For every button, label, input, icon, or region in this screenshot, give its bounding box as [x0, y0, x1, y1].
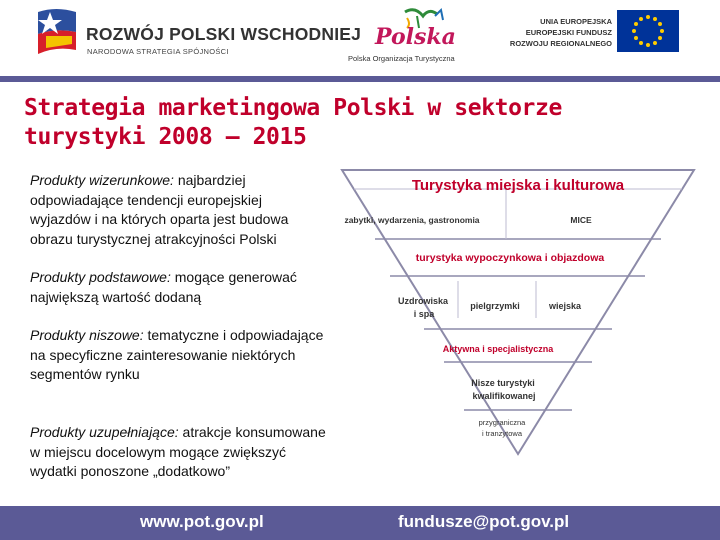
eu-flag-icon: [617, 10, 679, 52]
rozwoj-polski-wschodniej-logo: [30, 6, 362, 68]
pot-caption: Polska Organizacja Turystyczna: [348, 54, 455, 63]
product-description: Produkty uzupełniające: atrakcje konsumowane w miejscu docelowym mogące zwiększyć wydatki ponoszone „dodatkowo”: [30, 424, 326, 479]
pyramid-cell-rural: wiejska: [548, 301, 582, 311]
website-link[interactable]: www.pot.gov.pl: [140, 512, 264, 531]
pyramid-band3-title: Aktywna i specjalistyczna: [442, 344, 554, 354]
pyramid-top-title: Turystyka miejska i kulturowa: [411, 177, 625, 194]
product-description: Produkty podstawowe: mogące generować największą wartość dodaną: [30, 269, 297, 305]
pyramid-cell-pilgrimage: pielgrzymki: [470, 301, 520, 311]
email-link[interactable]: fundusze@pot.gov.pl: [398, 512, 570, 531]
pyramid-band2-title: turystyka wypoczynkowa i objazdowa: [415, 252, 605, 264]
slide-title: Strategia marketingowa Polski w sektorze turystyki 2008 – 2015: [24, 95, 562, 150]
eu-logo: [490, 6, 710, 68]
pyramid-band4-line2: kwalifikowanej: [472, 391, 536, 401]
footer-bar: [0, 506, 720, 540]
pyramid-outline: [342, 170, 694, 454]
pyramid-band4-line1: Nisze turystyki: [471, 378, 535, 388]
pyramid-top-right: MICE: [570, 215, 592, 225]
rps-subtitle: NARODOWA STRATEGIA SPÓJNOŚCI: [87, 47, 229, 56]
pyramid-cell-spa-line1: Uzdrowiska: [397, 296, 449, 306]
rps-title: ROZWÓJ POLSKI WSCHODNIEJ: [86, 24, 362, 44]
product-description: Produkty niszowe: tematyczne i odpowiadające na specyficzne zainteresowanie niektórych segmentów rynku: [30, 327, 324, 382]
pyramid-top-left: zabytki, wydarzenia, gastronomia: [344, 215, 480, 225]
pyramid-band5-line2: i tranzytowa: [481, 429, 523, 438]
pyramid-band5-line1: przygraniczna: [478, 418, 526, 427]
header: [0, 0, 720, 76]
product-pyramid: [340, 166, 700, 456]
header-separator: [0, 76, 720, 82]
pot-logo-text: Polska: [375, 24, 456, 50]
eu-text: UNIA EUROPEJSKA EUROPEJSKI FUNDUSZ ROZWOJU REGIONALNEGO: [509, 17, 612, 48]
pyramid-cell-spa-line2: i spa: [413, 309, 435, 319]
pot-logo: [345, 6, 475, 68]
poland-flag-star-icon: [36, 6, 80, 64]
product-description: Produkty wizerunkowe: najbardziej odpowiadające tendencji europejskiej wyjazdów i na których oparta jest budowa obrazu turystycznej atrakcyjności Polski: [30, 172, 289, 247]
